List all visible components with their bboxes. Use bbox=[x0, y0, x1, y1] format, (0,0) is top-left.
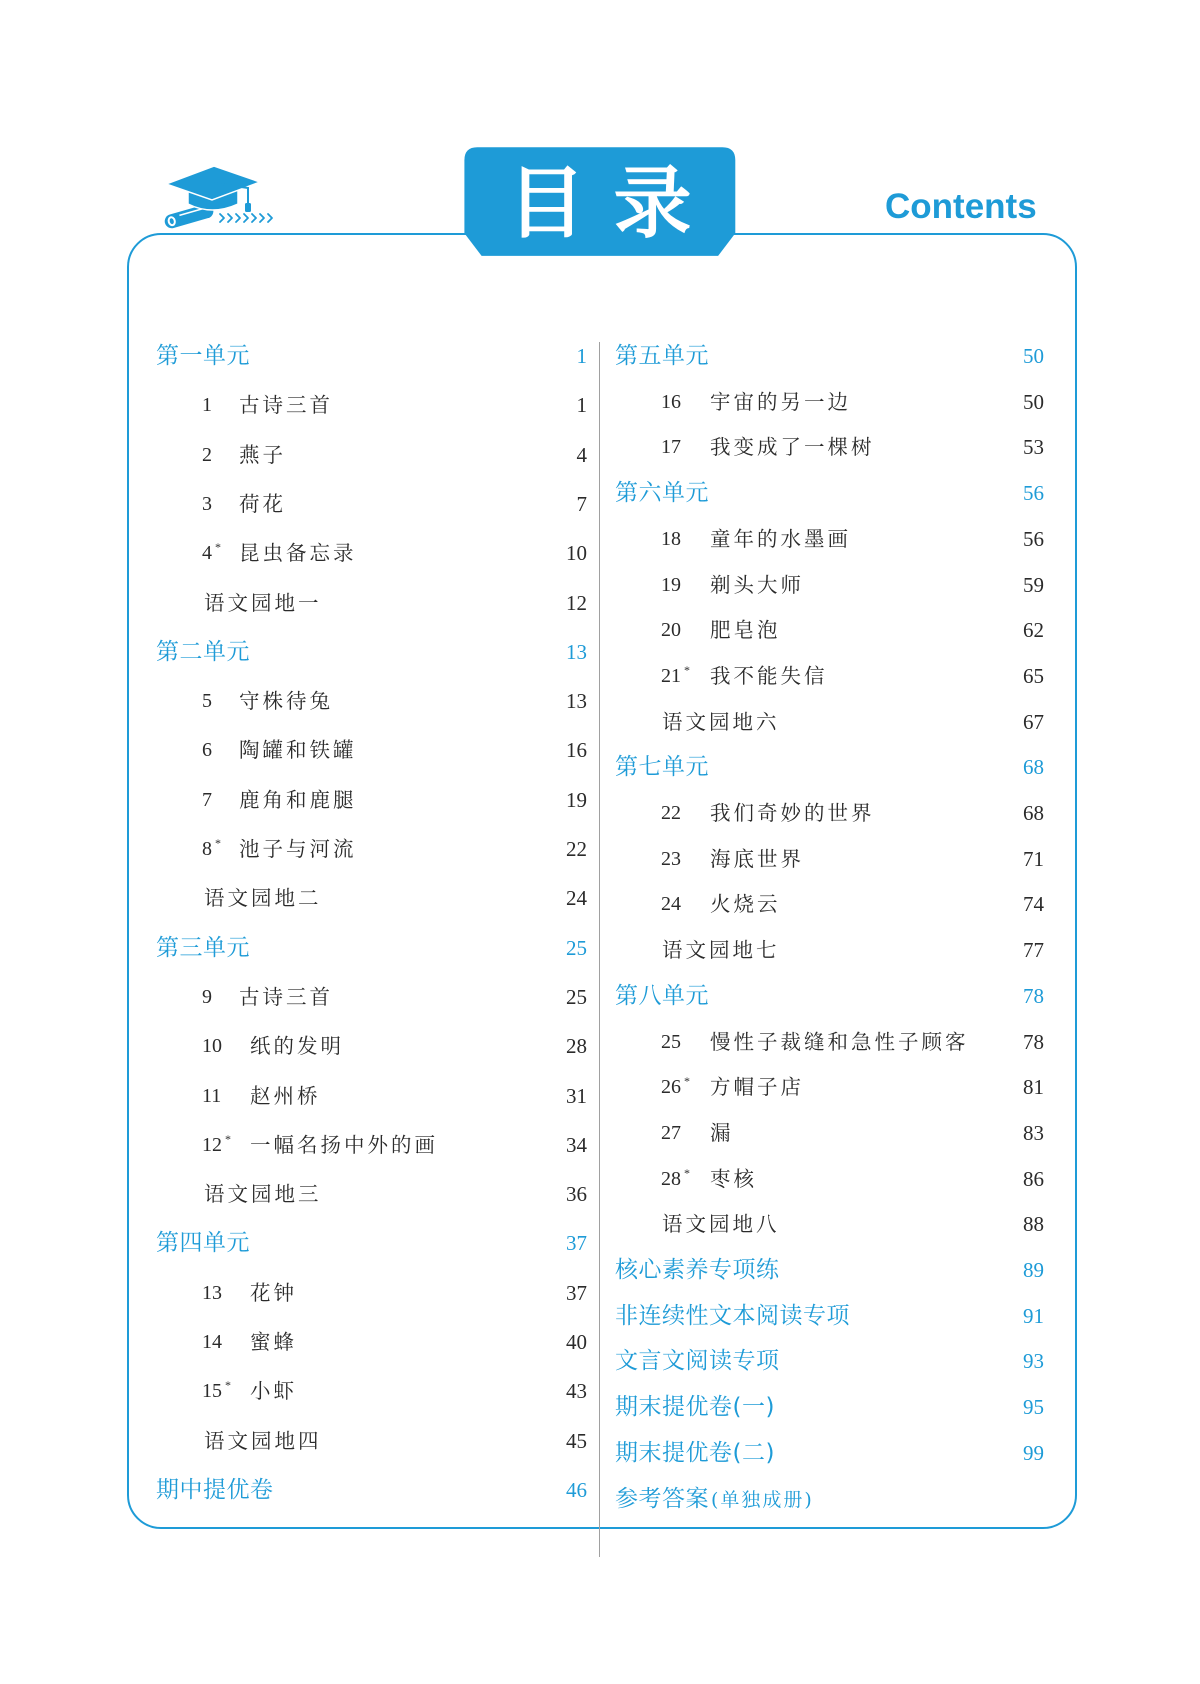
toc-lesson-title: 慢性子裁缝和急性子顾客 bbox=[710, 1029, 969, 1054]
toc-page-number: 28 bbox=[566, 1034, 587, 1059]
toc-lesson-title: 荷花 bbox=[239, 491, 286, 516]
toc-unit-heading bbox=[615, 1254, 780, 1289]
toc-page-number: 46 bbox=[566, 1477, 587, 1502]
toc-page-number: 1 bbox=[576, 393, 587, 418]
toc-section-row bbox=[0, 706, 1200, 738]
toc-page-number: 22 bbox=[566, 837, 587, 861]
toc-lesson-number: 2 bbox=[202, 443, 212, 466]
toc-lesson-title: 花钟 bbox=[250, 1280, 297, 1305]
toc-lesson-number: 25 bbox=[661, 1030, 681, 1053]
toc-lesson-title: 漏 bbox=[710, 1120, 734, 1145]
toc-lesson-number: 28 bbox=[661, 1167, 681, 1190]
toc-lesson-title: 蜜蜂 bbox=[250, 1330, 297, 1354]
toc-unit-title: 第三单元 bbox=[156, 934, 250, 961]
toc-lesson-title: 鹿角和鹿腿 bbox=[239, 787, 357, 812]
toc-unit-row bbox=[0, 1254, 1200, 1286]
toc-optional-mark: * bbox=[215, 540, 221, 555]
toc-unit-title: 第四单元 bbox=[156, 1230, 250, 1257]
toc-lesson-number: 11 bbox=[202, 1084, 222, 1107]
toc-lesson-title: 纸的发明 bbox=[250, 1034, 344, 1059]
toc-lesson-number-group bbox=[661, 797, 681, 831]
toc-section-title: 语文园地一 bbox=[204, 590, 322, 615]
toc-optional-mark: * bbox=[225, 1131, 231, 1146]
toc-lesson-row bbox=[0, 888, 1200, 920]
toc-unit-title: 核心素养专项练 bbox=[615, 1257, 780, 1283]
toc-lesson-number-group bbox=[661, 843, 681, 877]
toc-lesson-title: 池子与河流 bbox=[239, 837, 357, 861]
toc-page-number: 50 bbox=[1023, 344, 1044, 368]
toc-page-number: 45 bbox=[566, 1428, 587, 1453]
toc-unit-row bbox=[0, 1300, 1200, 1332]
toc-lesson-number: 7 bbox=[202, 788, 212, 811]
toc-lesson-number: 16 bbox=[661, 390, 681, 413]
toc-page-number: 13 bbox=[566, 689, 587, 714]
toc-lesson-title: 古诗三首 bbox=[239, 393, 333, 418]
toc-lesson-row bbox=[0, 797, 1200, 829]
toc-lesson-title: 昆虫备忘录 bbox=[239, 541, 357, 566]
toc-lesson-number: 8 bbox=[202, 838, 212, 860]
toc-lesson-number: 20 bbox=[661, 619, 681, 642]
toc-lesson-number-group bbox=[661, 614, 681, 648]
toc-lesson-number: 14 bbox=[202, 1331, 222, 1353]
toc-lesson-number: 6 bbox=[202, 739, 212, 762]
toc-unit-row bbox=[0, 1391, 1200, 1423]
toc-unit-title: 第一单元 bbox=[156, 343, 250, 369]
page-title: 目录 bbox=[507, 159, 720, 249]
toc-unit-title: 非连续性文本阅读专项 bbox=[615, 1302, 850, 1329]
toc-page-number: 36 bbox=[566, 1182, 587, 1207]
toc-lesson-title: 海底世界 bbox=[710, 846, 804, 871]
toc-lesson-title: 守株待兔 bbox=[239, 689, 333, 714]
toc-page-number: 19 bbox=[566, 787, 587, 812]
toc-lesson-number-group bbox=[661, 386, 681, 420]
toc-page-number: 10 bbox=[566, 541, 587, 566]
toc-page-number: 93 bbox=[1023, 1349, 1044, 1374]
toc-optional-mark: * bbox=[684, 662, 690, 677]
toc-section-title: 语文园地四 bbox=[204, 1428, 322, 1453]
toc-page-number: 53 bbox=[1023, 435, 1044, 460]
toc-lesson-number: 27 bbox=[661, 1121, 681, 1144]
toc-lesson-number: 3 bbox=[202, 492, 212, 515]
toc-lesson-title: 我不能失信 bbox=[710, 663, 828, 688]
toc-page-number: 37 bbox=[566, 1280, 587, 1305]
toc-lesson-title: 赵州桥 bbox=[250, 1083, 321, 1108]
toc-lesson-number: 26 bbox=[661, 1076, 681, 1099]
toc-lesson-number-group bbox=[661, 1071, 690, 1105]
toc-page-number: 78 bbox=[1023, 983, 1044, 1008]
toc-lesson-number: 13 bbox=[202, 1281, 222, 1304]
toc-unit-title: 期中提优卷 bbox=[156, 1476, 274, 1503]
toc-lesson-number: 4 bbox=[202, 542, 212, 565]
toc-page-number: 95 bbox=[1023, 1395, 1044, 1420]
toc-lesson-title: 小虾 bbox=[250, 1379, 297, 1404]
toc-section-row bbox=[0, 934, 1200, 966]
toc-section-row bbox=[0, 1208, 1200, 1240]
toc-section-title: 语文园地二 bbox=[204, 886, 322, 911]
toc-page-number: 88 bbox=[1023, 1212, 1044, 1237]
toc-lesson-number: 24 bbox=[661, 893, 681, 916]
toc-page-number: 13 bbox=[566, 639, 587, 664]
toc-page-number: 68 bbox=[1023, 801, 1044, 825]
toc-lesson-row bbox=[0, 1026, 1200, 1058]
toc-lesson-row bbox=[0, 1071, 1200, 1103]
toc-page-number: 25 bbox=[566, 984, 587, 1009]
toc-lesson-number: 12 bbox=[202, 1133, 222, 1156]
toc-page-number: 86 bbox=[1023, 1166, 1044, 1191]
toc-page-number: 77 bbox=[1023, 938, 1044, 963]
toc-lesson-title: 枣核 bbox=[710, 1166, 757, 1191]
toc-lesson-row bbox=[0, 660, 1200, 692]
toc-lesson-number: 10 bbox=[202, 1035, 222, 1058]
toc-section-title: 语文园地三 bbox=[204, 1182, 322, 1207]
toc-page-number: 74 bbox=[1023, 892, 1044, 917]
toc-unit-heading bbox=[615, 1391, 775, 1426]
toc-page-number: 67 bbox=[1023, 709, 1044, 734]
toc-unit-row bbox=[0, 1345, 1200, 1377]
toc-page-number: 78 bbox=[1023, 1029, 1044, 1054]
toc-lesson-title: 方帽子店 bbox=[710, 1075, 804, 1100]
toc-unit-note: (单独成册) bbox=[711, 1488, 814, 1511]
toc-unit-heading bbox=[615, 1345, 780, 1380]
toc-page-number: 16 bbox=[566, 738, 587, 763]
toc-page-number: 99 bbox=[1023, 1440, 1044, 1465]
toc-lesson-title: 燕子 bbox=[239, 442, 286, 467]
toc-lesson-number: 22 bbox=[661, 802, 681, 824]
toc-page-number: 59 bbox=[1023, 572, 1044, 597]
toc-page-number: 91 bbox=[1023, 1303, 1044, 1328]
toc-unit-heading bbox=[615, 980, 709, 1015]
toc-lesson-row bbox=[0, 386, 1200, 418]
toc-lesson-row bbox=[0, 1117, 1200, 1149]
toc-lesson-number: 9 bbox=[202, 985, 212, 1008]
toc-page-number: 25 bbox=[566, 935, 587, 960]
toc-unit-row bbox=[0, 477, 1200, 509]
toc-lesson-title: 我变成了一棵树 bbox=[710, 435, 875, 460]
toc-lesson-title: 一幅名扬中外的画 bbox=[250, 1132, 438, 1157]
toc-unit-title: 期末提优卷(一) bbox=[615, 1394, 775, 1421]
toc-lesson-number: 17 bbox=[661, 436, 681, 459]
toc-unit-row bbox=[0, 1437, 1200, 1469]
toc-lesson-number: 15 bbox=[202, 1380, 222, 1403]
toc-unit-row bbox=[0, 340, 1200, 372]
toc-lesson-row bbox=[0, 431, 1200, 463]
contents-subtitle: Contents bbox=[885, 187, 1037, 226]
toc-page-number: 31 bbox=[566, 1083, 587, 1108]
toc-optional-mark: * bbox=[684, 1074, 690, 1089]
toc-lesson-number: 1 bbox=[202, 394, 212, 417]
toc-optional-mark: * bbox=[215, 836, 221, 850]
toc-page-number: 43 bbox=[566, 1379, 587, 1404]
toc-unit-row bbox=[0, 980, 1200, 1012]
toc-lesson-row bbox=[0, 843, 1200, 875]
toc-lesson-number-group bbox=[661, 569, 681, 603]
toc-unit-title: 第五单元 bbox=[615, 343, 709, 369]
toc-unit-title: 期末提优卷(二) bbox=[615, 1439, 775, 1466]
toc-unit-title: 参考答案 bbox=[615, 1485, 709, 1512]
toc-lesson-number-group bbox=[661, 660, 690, 694]
toc-lesson-number-group bbox=[661, 1117, 681, 1151]
toc-lesson-number: 18 bbox=[661, 527, 681, 550]
toc-lesson-title: 宇宙的另一边 bbox=[710, 389, 851, 414]
toc-lesson-title: 肥皂泡 bbox=[710, 618, 781, 643]
toc-lesson-row bbox=[0, 569, 1200, 601]
toc-page-number: 65 bbox=[1023, 663, 1044, 688]
toc-unit-heading bbox=[615, 751, 709, 786]
toc-lesson-title: 我们奇妙的世界 bbox=[710, 801, 875, 825]
toc-unit-title: 第七单元 bbox=[615, 754, 709, 781]
toc-lesson-number-group bbox=[661, 523, 681, 557]
toc-page-number: 68 bbox=[1023, 755, 1044, 780]
toc-section-title: 语文园地六 bbox=[662, 709, 780, 734]
toc-page-number: 37 bbox=[566, 1231, 587, 1256]
toc-page-number: 1 bbox=[576, 344, 587, 368]
toc-unit-title: 第六单元 bbox=[615, 480, 709, 507]
toc-lesson-title: 古诗三首 bbox=[239, 984, 333, 1009]
toc-section-title: 语文园地七 bbox=[662, 938, 780, 963]
toc-optional-mark: * bbox=[225, 1378, 231, 1393]
toc-unit-title: 第八单元 bbox=[615, 982, 709, 1009]
toc-unit-heading bbox=[615, 340, 709, 375]
toc-page-number: 24 bbox=[566, 886, 587, 911]
toc-page-number: 4 bbox=[576, 442, 587, 467]
toc-unit-title: 文言文阅读专项 bbox=[615, 1348, 780, 1375]
toc-lesson-number: 21 bbox=[661, 664, 681, 687]
toc-lesson-row bbox=[0, 523, 1200, 555]
toc-page-number: 7 bbox=[576, 491, 587, 516]
toc-page-number: 89 bbox=[1023, 1258, 1044, 1282]
toc-unit-row bbox=[0, 1483, 1200, 1515]
toc-optional-mark: * bbox=[684, 1165, 690, 1180]
toc-lesson-number-group bbox=[661, 1163, 690, 1197]
toc-page-number: 56 bbox=[1023, 481, 1044, 506]
toc-lesson-row bbox=[0, 1163, 1200, 1195]
toc-page-number: 83 bbox=[1023, 1120, 1044, 1145]
toc-lesson-title: 陶罐和铁罐 bbox=[239, 738, 357, 763]
toc-page-number: 62 bbox=[1023, 618, 1044, 643]
toc-lesson-number-group bbox=[661, 431, 681, 465]
toc-lesson-number: 23 bbox=[661, 847, 681, 870]
toc-unit-heading bbox=[615, 1483, 814, 1518]
toc-page-number: 81 bbox=[1023, 1075, 1044, 1100]
toc-lesson-number: 5 bbox=[202, 690, 212, 713]
toc-page-number: 34 bbox=[566, 1132, 587, 1157]
toc-unit-heading bbox=[615, 477, 709, 512]
toc-lesson-row bbox=[0, 614, 1200, 646]
toc-lesson-title: 剃头大师 bbox=[710, 572, 804, 597]
toc-lesson-number: 19 bbox=[661, 573, 681, 596]
toc-lesson-number-group bbox=[661, 888, 681, 922]
toc-page-number: 56 bbox=[1023, 526, 1044, 551]
toc-unit-row bbox=[0, 751, 1200, 783]
toc-page-number: 40 bbox=[566, 1330, 587, 1354]
toc-section-title: 语文园地八 bbox=[662, 1212, 780, 1237]
toc-page-number: 50 bbox=[1023, 389, 1044, 414]
toc-lesson-title: 火烧云 bbox=[710, 892, 781, 917]
toc-page-number: 71 bbox=[1023, 846, 1044, 871]
toc-lesson-title: 童年的水墨画 bbox=[710, 526, 851, 551]
toc-unit-heading bbox=[615, 1300, 850, 1335]
toc-lesson-number-group bbox=[661, 1026, 681, 1060]
toc-page-number: 12 bbox=[566, 590, 587, 615]
toc-unit-heading bbox=[615, 1437, 775, 1472]
toc-unit-title: 第二单元 bbox=[156, 638, 250, 665]
